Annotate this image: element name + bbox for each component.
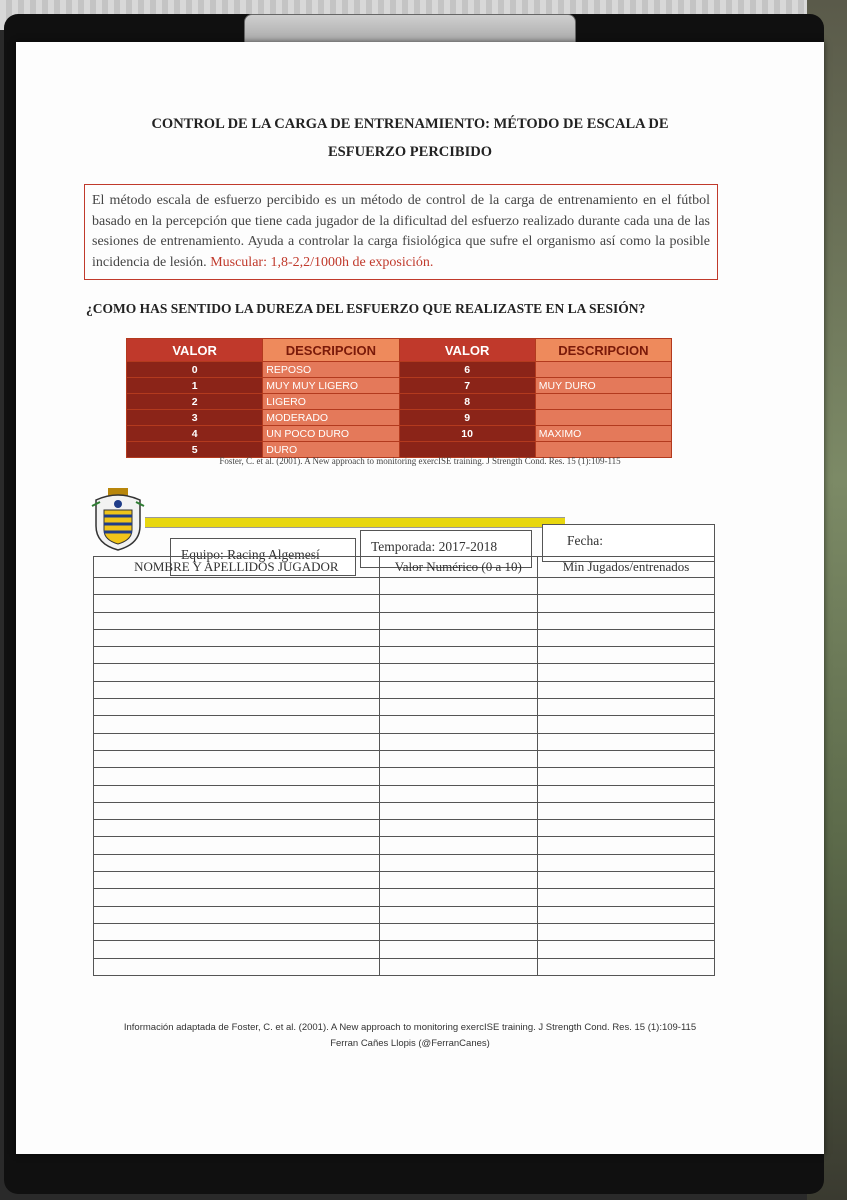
players-table [93,556,715,976]
minutes-cell[interactable] [538,802,715,819]
rpe-value-cell: 3 [127,410,263,426]
table-row [94,750,715,767]
player-name-cell[interactable] [94,664,380,681]
intro-text: El método escala de esfuerzo percibido es un método de control de la carga de entrenamiento en el fútbol basado en la percepción que tiene cada jugador de la dificultad del esfuerzo realizado durante cada una de las sesiones de entrenamiento. Ayuda a controlar la carga fisiológica que sufre el organismo así como la posible incidencia de lesión. [92,193,710,270]
header-nombre: NOMBRE Y APELLIDOS JUGADOR [94,557,380,578]
player-name-cell[interactable] [94,820,380,837]
table-row [94,733,715,750]
player-name-cell[interactable] [94,578,380,595]
rpe-row [127,394,672,410]
rpe-description-cell [535,394,671,410]
rpe-value-input-cell[interactable] [379,820,537,837]
rpe-row [127,410,672,426]
minutes-cell[interactable] [538,699,715,716]
table-row [94,699,715,716]
rpe-value-cell: 2 [127,394,263,410]
minutes-cell[interactable] [538,837,715,854]
player-name-cell[interactable] [94,854,380,871]
rpe-value-cell: 8 [399,394,535,410]
table-row [94,595,715,612]
rpe-value-cell: 5 [127,442,263,458]
minutes-cell[interactable] [538,681,715,698]
rpe-row [127,378,672,394]
rpe-value-cell: 7 [399,378,535,394]
minutes-cell[interactable] [538,733,715,750]
intro-highlight: Muscular: 1,8-2,2/1000h de exposición. [210,254,434,270]
intro-box [84,184,718,280]
rpe-value-input-cell[interactable] [379,906,537,923]
rpe-value-input-cell[interactable] [379,854,537,871]
minutes-cell[interactable] [538,716,715,733]
rpe-description-cell: MUY DURO [535,378,671,394]
rpe-value-input-cell[interactable] [379,699,537,716]
rpe-citation: Foster, C. et al. (2001). A New approach to monitoring exercISE training. J Strength Cond. Res. 15 (1):109-115 [219,456,621,466]
player-name-cell[interactable] [94,889,380,906]
rpe-description-cell [535,362,671,378]
minutes-cell[interactable] [538,854,715,871]
page-title [100,110,720,166]
minutes-cell[interactable] [538,750,715,767]
rpe-value-input-cell[interactable] [379,802,537,819]
rpe-scale-table [126,338,672,458]
rpe-value-input-cell[interactable] [379,923,537,940]
rpe-description-cell [535,410,671,426]
rpe-value-cell: 1 [127,378,263,394]
footer-source: Información adaptada de Foster, C. et al. (2001). A New approach to monitoring exercISE training. J Strength Cond. Res. 15 (1):109-115 [123,1022,697,1033]
rpe-value-input-cell[interactable] [379,578,537,595]
player-name-cell[interactable] [94,941,380,958]
table-row [94,716,715,733]
player-name-cell[interactable] [94,612,380,629]
minutes-cell[interactable] [538,647,715,664]
minutes-cell[interactable] [538,958,715,975]
player-name-cell[interactable] [94,802,380,819]
table-row [94,612,715,629]
rpe-description-cell: MAXIMO [535,426,671,442]
rpe-value-input-cell[interactable] [379,785,537,802]
minutes-cell[interactable] [538,578,715,595]
player-name-cell[interactable] [94,681,380,698]
player-name-cell[interactable] [94,716,380,733]
table-row [94,647,715,664]
player-name-cell[interactable] [94,785,380,802]
table-row [94,872,715,889]
minutes-cell[interactable] [538,872,715,889]
table-row [94,958,715,975]
header-strip [145,517,565,528]
rpe-row [127,362,672,378]
table-row [94,785,715,802]
rpe-value-input-cell[interactable] [379,837,537,854]
table-row [94,664,715,681]
minutes-cell[interactable] [538,612,715,629]
table-row [94,889,715,906]
minutes-cell[interactable] [538,889,715,906]
rpe-description-cell: UN POCO DURO [263,426,399,442]
minutes-cell[interactable] [538,923,715,940]
footer-author: Ferran Cañes Llopis (@FerranCanes) [330,1038,490,1049]
players-header-row [94,557,715,578]
rpe-value-cell: 6 [399,362,535,378]
table-row [94,802,715,819]
club-crest-icon [90,486,146,552]
rpe-description-cell: MUY MUY LIGERO [263,378,399,394]
rpe-value-input-cell[interactable] [379,716,537,733]
rpe-value-input-cell[interactable] [379,595,537,612]
rpe-description-cell: REPOSO [263,362,399,378]
minutes-cell[interactable] [538,785,715,802]
rpe-value-input-cell[interactable] [379,733,537,750]
table-row [94,923,715,940]
player-name-cell[interactable] [94,906,380,923]
player-name-cell[interactable] [94,872,380,889]
player-name-cell[interactable] [94,958,380,975]
table-row [94,941,715,958]
rpe-header-descripcion: DESCRIPCION [263,339,399,362]
temporada-label: Temporada: 2017-2018 [371,539,498,554]
player-name-cell[interactable] [94,699,380,716]
table-row [94,578,715,595]
rpe-header-valor: VALOR [127,339,263,362]
rpe-row [127,426,672,442]
rpe-header-valor: VALOR [399,339,535,362]
footer [100,1020,720,1052]
title-line-1: CONTROL DE LA CARGA DE ENTRENAMIENTO: MÉTODO DE ESCALA DE [151,116,669,132]
minutes-cell[interactable] [538,664,715,681]
rpe-header-descripcion: DESCRIPCION [535,339,671,362]
table-row [94,837,715,854]
player-name-cell[interactable] [94,733,380,750]
rpe-value-cell: 9 [399,410,535,426]
rpe-value-input-cell[interactable] [379,750,537,767]
minutes-cell[interactable] [538,629,715,646]
fecha-label: Fecha: [567,533,603,548]
table-row [94,768,715,785]
rpe-value-cell: 4 [127,426,263,442]
header-minutos: Min Jugados/entrenados [538,557,715,578]
table-row [94,854,715,871]
table-row [94,681,715,698]
minutes-cell[interactable] [538,820,715,837]
minutes-cell[interactable] [538,768,715,785]
player-name-cell[interactable] [94,750,380,767]
equipo-label: Equipo: Racing Algemesí [181,547,320,562]
rpe-header-row [127,339,672,362]
header-valor-numerico: Valor Numérico (0 a 10) [379,557,537,578]
rpe-value-input-cell[interactable] [379,872,537,889]
rpe-value-input-cell[interactable] [379,647,537,664]
minutes-cell[interactable] [538,595,715,612]
rpe-value-input-cell[interactable] [379,958,537,975]
player-name-cell[interactable] [94,923,380,940]
player-name-cell[interactable] [94,595,380,612]
rpe-description-cell: MODERADO [263,410,399,426]
rpe-description-cell: LIGERO [263,394,399,410]
rpe-value-input-cell[interactable] [379,941,537,958]
table-row [94,629,715,646]
table-row [94,906,715,923]
minutes-cell[interactable] [538,906,715,923]
player-name-cell[interactable] [94,768,380,785]
rpe-value-input-cell[interactable] [379,612,537,629]
rpe-value-input-cell[interactable] [379,768,537,785]
rpe-value-cell: 0 [127,362,263,378]
rpe-value-input-cell[interactable] [379,629,537,646]
table-row [94,820,715,837]
player-name-cell[interactable] [94,837,380,854]
rpe-value-cell: 10 [399,426,535,442]
rpe-description-cell: DURO [263,442,399,458]
rpe-value-input-cell[interactable] [379,889,537,906]
player-name-cell[interactable] [94,647,380,664]
minutes-cell[interactable] [538,941,715,958]
rpe-value-input-cell[interactable] [379,664,537,681]
title-line-2: ESFUERZO PERCIBIDO [328,144,492,160]
player-name-cell[interactable] [94,629,380,646]
rpe-question: ¿COMO HAS SENTIDO LA DUREZA DEL ESFUERZO QUE REALIZASTE EN LA SESIÓN? [86,301,646,316]
rpe-value-input-cell[interactable] [379,681,537,698]
